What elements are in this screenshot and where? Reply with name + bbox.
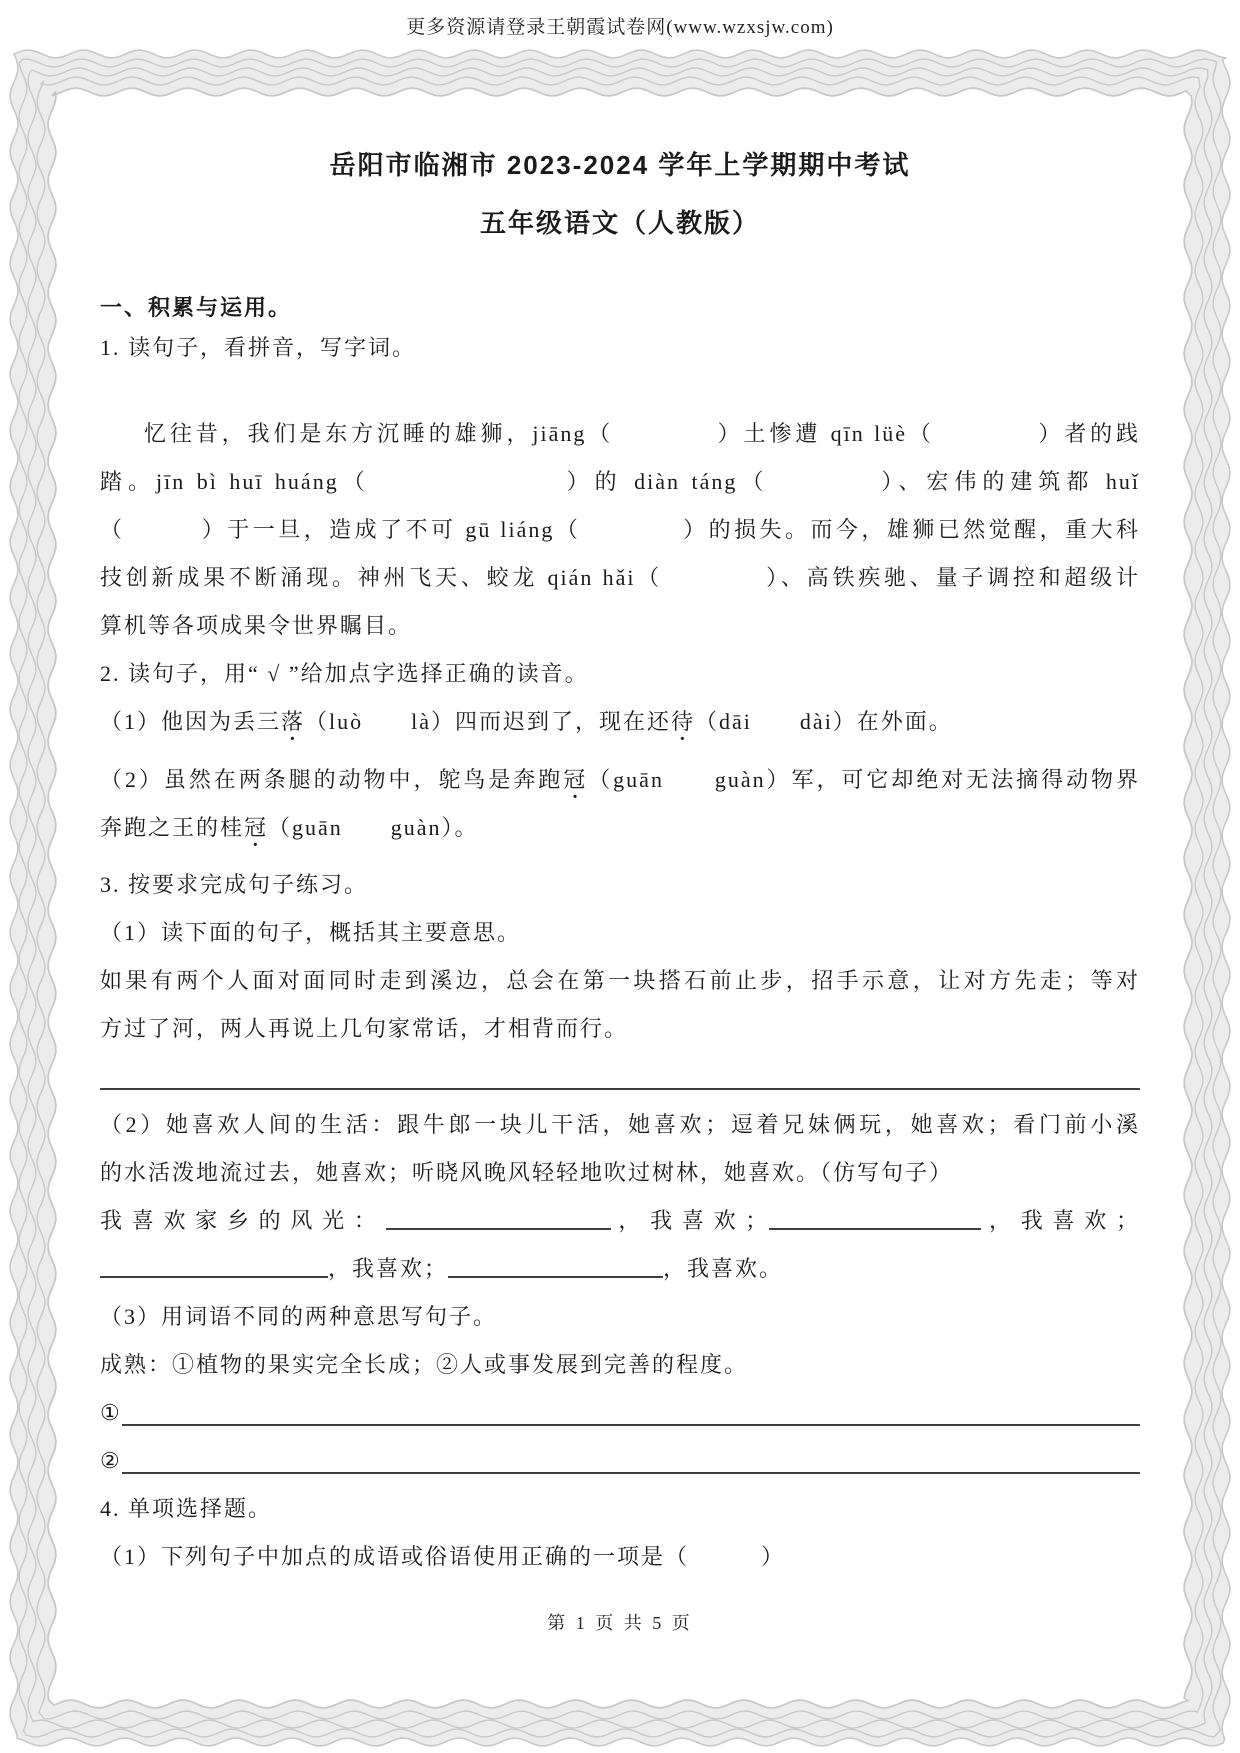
q4-label: 4. 单项选择题。 — [100, 1496, 273, 1521]
q3-item1-text-line1: 如果有两个人面对面同时走到溪边，总会在第一块搭石前止步，招手示意，让对方先走；等对 — [100, 968, 1140, 993]
q3-item3-label: （3）用词语不同的两种意思写句子。 — [100, 1304, 498, 1329]
q3-item3-definition: 成熟：①植物的果实完全长成；②人或事发展到完善的程度。 — [100, 1352, 749, 1377]
q3-item3-answer1-line — [100, 1389, 1140, 1437]
q2-label: 2. 读句子，用“ √ ”给加点字选择正确的读音。 — [100, 661, 589, 686]
q1-text-line4: 技创新成果不断涌现。神州飞天、蛟龙 qián hǎi（ ）、高铁疾驰、量子调控和超级计 — [100, 565, 1140, 590]
exam-page — [100, 0, 1140, 1635]
q1-text-line5: 算机等各项成果令世界瞩目。 — [100, 613, 413, 638]
q3-label: 3. 按要求完成句子练习。 — [100, 872, 369, 897]
q3-item2-text-line2: 的水活泼地流过去，她喜欢；听晓风晚风轻轻地吹过树林，她喜欢。（仿写句子） — [100, 1160, 954, 1185]
circle-1-label: ① — [100, 1400, 122, 1425]
q1-label: 1. 读句子，看拼音，写字词。 — [100, 335, 417, 360]
site-header-notice: 更多资源请登录王朝霞试卷网(www.wzxsjw.com) — [406, 17, 834, 38]
exam-title: 岳阳市临湘市 2023-2024 学年上学期期中考试 — [329, 150, 911, 180]
q1-text-line3: （ ）于一旦，造成了不可 gū liáng（ ）的损失。而今，雄狮已然觉醒，重大科 — [100, 517, 1140, 542]
answer-blank-line — [122, 1472, 1140, 1474]
q1-text-line2: 踏。jīn bì huī huáng（ ）的 diàn táng（ ）、宏伟的建筑都 huǐ — [100, 469, 1140, 494]
q3-item1-answer-line — [100, 1053, 1140, 1101]
q2-item1-sentence: （1）他因为丢三落（luò là）四而迟到了，现在还待（dāi dài）在外面。 — [100, 709, 953, 734]
circle-2-label: ② — [100, 1448, 122, 1473]
q4-item1-label: （1）下列句子中加点的成语或俗语使用正确的一项是（ ） — [100, 1544, 786, 1569]
section-one-heading: 一、积累与运用。 — [100, 295, 293, 320]
q2-item2-sentence-line2: 奔跑之王的桂冠（guān guàn）。 — [100, 815, 479, 840]
q3-item1-label: （1）读下面的句子，概括其主要意思。 — [100, 920, 522, 945]
q3-item1-text-line2: 方过了河，两人再说上几句家常话，才相背而行。 — [100, 1016, 629, 1041]
page-footer: 第 1 页 共 5 页 — [547, 1613, 693, 1633]
q3-item2-text-line1: （2）她喜欢人间的生活：跟牛郎一块儿干活，她喜欢；逗着兄妹俩玩，她喜欢；看门前小溪 — [100, 1112, 1140, 1137]
q3-item2-fill-line2: ，我喜欢； ，我喜欢。 — [100, 1245, 1140, 1293]
q3-item2-fill-line1: 我喜欢家乡的风光： ，我喜欢； ，我喜欢； — [100, 1208, 1140, 1233]
q3-item3-answer2-line — [100, 1437, 1140, 1485]
q1-text-line1: 忆往昔，我们是东方沉睡的雄狮，jiāng（ ）土惨遭 qīn lüè（ ）者的践 — [144, 421, 1140, 446]
answer-blank-line — [122, 1424, 1140, 1426]
answer-blank-line — [100, 1088, 1140, 1090]
q2-item2-sentence-line1: （2）虽然在两条腿的动物中，鸵鸟是奔跑冠（guān guàn）军，可它却绝对无法摘得动物界 — [100, 767, 1140, 792]
exam-subtitle: 五年级语文（人教版） — [479, 208, 760, 238]
